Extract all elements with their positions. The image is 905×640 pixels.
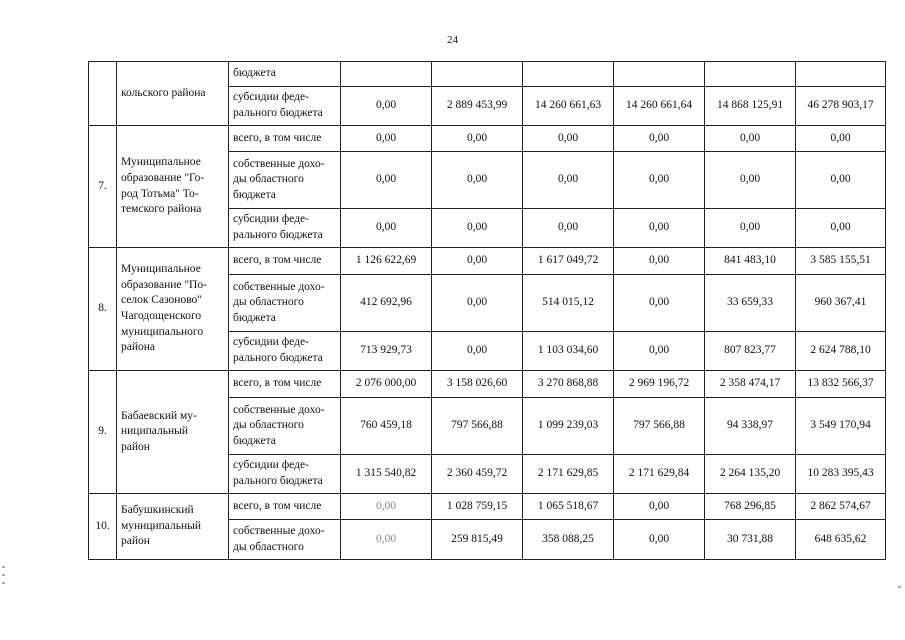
row-number-cell: 9. (89, 371, 117, 494)
amount-cell: 0,00 (523, 126, 614, 152)
funding-type-cell: субсидии феде- рального бюджета (229, 332, 341, 371)
funding-type-cell: собственные дохо- ды областного (229, 520, 341, 560)
amount-cell: 0,00 (341, 494, 432, 520)
scan-edge-marks (2, 566, 8, 596)
municipality-name-cell: Бабаевский му- ниципальный район (117, 371, 229, 494)
table-row (89, 62, 886, 87)
amount-cell: 14 868 125,91 (705, 87, 796, 126)
amount-cell: 0,00 (432, 126, 523, 152)
municipality-name-cell: Муниципальное образование "Го- род Тотьма" То- темского района (117, 126, 229, 248)
amount-cell: 0,00 (705, 209, 796, 248)
amount-cell: 807 823,77 (705, 332, 796, 371)
amount-cell: 2 889 453,99 (432, 87, 523, 126)
table-row (89, 371, 886, 398)
amount-cell (705, 62, 796, 87)
amount-cell: 0,00 (614, 494, 705, 520)
funding-type-cell: субсидии феде- рального бюджета (229, 209, 341, 248)
amount-cell: 358 088,25 (523, 520, 614, 560)
amount-cell: 514 015,12 (523, 275, 614, 332)
amount-cell: 841 483,10 (705, 248, 796, 275)
amount-cell: 3 549 170,94 (796, 398, 886, 455)
funding-type-cell: собственные дохо- ды областного бюджета (229, 152, 341, 209)
funding-type-cell: всего, в том числе (229, 248, 341, 275)
amount-cell: 0,00 (341, 209, 432, 248)
funding-type-cell: субсидии феде- рального бюджета (229, 455, 341, 494)
amount-cell: 30 731,88 (705, 520, 796, 560)
amount-cell: 0,00 (614, 275, 705, 332)
amount-cell: 0,00 (796, 126, 886, 152)
amount-cell: 33 659,33 (705, 275, 796, 332)
row-number-cell: 7. (89, 126, 117, 248)
amount-cell: 797 566,88 (432, 398, 523, 455)
amount-cell: 0,00 (432, 275, 523, 332)
amount-cell: 94 338,97 (705, 398, 796, 455)
amount-cell: 3 158 026,60 (432, 371, 523, 398)
amount-cell: 2 358 474,17 (705, 371, 796, 398)
amount-cell: 46 278 903,17 (796, 87, 886, 126)
amount-cell: 2 171 629,84 (614, 455, 705, 494)
amount-cell: 13 832 566,37 (796, 371, 886, 398)
amount-cell: 0,00 (796, 209, 886, 248)
scan-edge-mark (898, 586, 901, 588)
amount-cell: 14 260 661,64 (614, 87, 705, 126)
amount-cell: 412 692,96 (341, 275, 432, 332)
amount-cell: 0,00 (705, 152, 796, 209)
municipality-name-cell: кольского района (117, 62, 229, 126)
amount-cell: 3 270 868,88 (523, 371, 614, 398)
amount-cell (341, 62, 432, 87)
page-number: 24 (447, 34, 458, 46)
row-number-cell (89, 62, 117, 126)
amount-cell: 713 929,73 (341, 332, 432, 371)
funding-type-cell: всего, в том числе (229, 371, 341, 398)
amount-cell: 2 862 574,67 (796, 494, 886, 520)
budget-table (88, 61, 886, 560)
funding-type-cell: бюджета (229, 62, 341, 87)
municipality-name-cell: Муниципальное образование "По- селок Сазоново" Чагодощенского муниципального района (117, 248, 229, 371)
amount-cell: 2 969 196,72 (614, 371, 705, 398)
amount-cell: 0,00 (614, 248, 705, 275)
amount-cell: 960 367,41 (796, 275, 886, 332)
funding-type-cell: собственные дохо- ды областного бюджета (229, 275, 341, 332)
row-number-cell: 10. (89, 494, 117, 560)
table-row (89, 126, 886, 152)
table-row (89, 248, 886, 275)
table-row (89, 494, 886, 520)
amount-cell: 797 566,88 (614, 398, 705, 455)
amount-cell: 0,00 (523, 152, 614, 209)
funding-type-cell: всего, в том числе (229, 126, 341, 152)
amount-cell: 2 264 135,20 (705, 455, 796, 494)
amount-cell: 0,00 (614, 332, 705, 371)
amount-cell: 0,00 (705, 126, 796, 152)
amount-cell: 768 296,85 (705, 494, 796, 520)
amount-cell: 10 283 395,43 (796, 455, 886, 494)
amount-cell: 1 065 518,67 (523, 494, 614, 520)
amount-cell: 0,00 (614, 126, 705, 152)
amount-cell: 1 617 049,72 (523, 248, 614, 275)
amount-cell: 0,00 (341, 152, 432, 209)
amount-cell: 2 076 000,00 (341, 371, 432, 398)
amount-cell: 1 103 034,60 (523, 332, 614, 371)
amount-cell: 760 459,18 (341, 398, 432, 455)
amount-cell: 0,00 (614, 152, 705, 209)
amount-cell: 1 028 759,15 (432, 494, 523, 520)
amount-cell: 0,00 (523, 209, 614, 248)
amount-cell: 14 260 661,63 (523, 87, 614, 126)
amount-cell (432, 62, 523, 87)
amount-cell: 259 815,49 (432, 520, 523, 560)
amount-cell: 0,00 (796, 152, 886, 209)
amount-cell: 648 635,62 (796, 520, 886, 560)
amount-cell: 1 315 540,82 (341, 455, 432, 494)
amount-cell: 0,00 (341, 520, 432, 560)
funding-type-cell: собственные дохо- ды областного бюджета (229, 398, 341, 455)
amount-cell: 0,00 (432, 248, 523, 275)
amount-cell: 0,00 (432, 152, 523, 209)
amount-cell: 2 360 459,72 (432, 455, 523, 494)
amount-cell: 0,00 (432, 209, 523, 248)
amount-cell: 2 624 788,10 (796, 332, 886, 371)
amount-cell (614, 62, 705, 87)
funding-type-cell: всего, в том числе (229, 494, 341, 520)
amount-cell: 1 099 239,03 (523, 398, 614, 455)
amount-cell: 0,00 (614, 520, 705, 560)
amount-cell (523, 62, 614, 87)
row-number-cell: 8. (89, 248, 117, 371)
amount-cell: 0,00 (614, 209, 705, 248)
funding-type-cell: субсидии феде- рального бюджета (229, 87, 341, 126)
amount-cell: 0,00 (341, 126, 432, 152)
amount-cell: 0,00 (341, 87, 432, 126)
amount-cell: 3 585 155,51 (796, 248, 886, 275)
amount-cell: 0,00 (432, 332, 523, 371)
municipality-name-cell: Бабушкинский муниципальный район (117, 494, 229, 560)
amount-cell: 2 171 629,85 (523, 455, 614, 494)
amount-cell (796, 62, 886, 87)
amount-cell: 1 126 622,69 (341, 248, 432, 275)
